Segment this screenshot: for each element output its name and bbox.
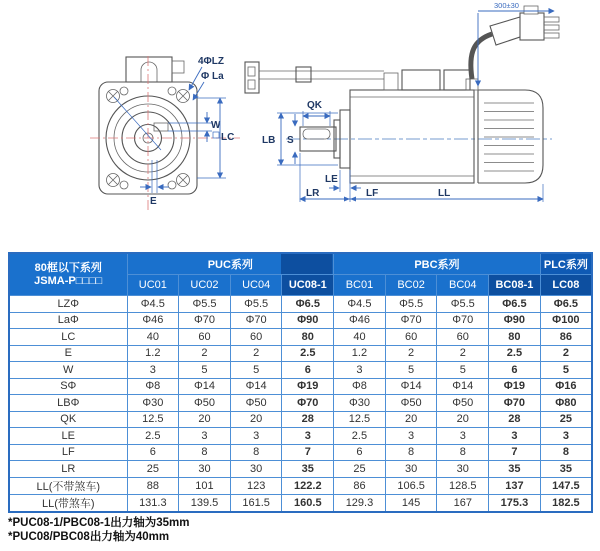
plug-pin: [544, 25, 559, 30]
row-label: W: [9, 362, 127, 379]
spec-cell: 137: [489, 477, 541, 494]
spec-cell: 20: [437, 411, 489, 428]
spec-cell: 1.2: [334, 345, 386, 362]
row-label: LZΦ: [9, 296, 127, 313]
table-row: [9, 461, 592, 478]
rear-cap: [478, 90, 543, 183]
spec-cell: 139.5: [179, 494, 231, 512]
front-view: [90, 56, 240, 212]
row-label: SΦ: [9, 378, 127, 395]
spec-cell: Φ4.5: [334, 296, 386, 313]
row-label: QK: [9, 411, 127, 428]
encoder-connector: [245, 62, 384, 93]
footnotes: [8, 516, 190, 544]
spec-cell: 3: [540, 428, 592, 445]
row-label: LF: [9, 444, 127, 461]
spec-cell: 160.5: [282, 494, 334, 512]
footnote-2: *PUC08/PBC08出力轴为40mm: [8, 531, 170, 543]
spec-cell: 7: [282, 444, 334, 461]
spec-cell: 1.2: [127, 345, 179, 362]
spec-cell: 3: [230, 428, 282, 445]
spec-cell: Φ90: [282, 312, 334, 329]
spec-cell: Φ5.5: [437, 296, 489, 313]
spec-cell: Φ4.5: [127, 296, 179, 313]
row-label: LE: [9, 428, 127, 445]
spec-cell: 7: [489, 444, 541, 461]
spec-cell: 80: [282, 329, 334, 346]
spec-cell: 25: [127, 461, 179, 478]
model-header: UC02: [179, 275, 231, 296]
spec-cell: 35: [282, 461, 334, 478]
dim-label-holes: 4ΦLZ: [198, 56, 224, 67]
side-view: [245, 1, 559, 202]
spec-cell: Φ14: [437, 378, 489, 395]
spec-cell: 88: [127, 477, 179, 494]
spec-cell: 8: [179, 444, 231, 461]
spec-cell: 40: [334, 329, 386, 346]
spec-cell: 161.5: [230, 494, 282, 512]
spec-cell: Φ50: [437, 395, 489, 412]
spec-cell: Φ6.5: [282, 296, 334, 313]
spec-cell: 60: [230, 329, 282, 346]
row-label: LC: [9, 329, 127, 346]
spec-cell: 35: [489, 461, 541, 478]
spec-cell: 6: [489, 362, 541, 379]
model-header: LC08: [540, 275, 592, 296]
spec-cell: 28: [489, 411, 541, 428]
spec-cell: 8: [540, 444, 592, 461]
spec-cell: 40: [127, 329, 179, 346]
model-header: BC08-1: [489, 275, 541, 296]
spec-cell: Φ90: [489, 312, 541, 329]
spec-cell: 2: [179, 345, 231, 362]
spec-cell: Φ30: [334, 395, 386, 412]
spec-cell: Φ19: [282, 378, 334, 395]
table-row: [9, 378, 592, 395]
spec-cell: 30: [179, 461, 231, 478]
spec-cell: 3: [282, 428, 334, 445]
table-row: [9, 494, 592, 512]
table-row: [9, 428, 592, 445]
table-row: [9, 312, 592, 329]
spec-table: [8, 252, 593, 513]
spec-cell: 60: [385, 329, 437, 346]
table-row: [9, 296, 592, 313]
power-plug: [471, 6, 559, 79]
spec-cell: 20: [385, 411, 437, 428]
spec-cell: Φ5.5: [179, 296, 231, 313]
spec-cell: 122.2: [282, 477, 334, 494]
spec-cell: Φ46: [127, 312, 179, 329]
spec-cell: 5: [437, 362, 489, 379]
table-corner-header: [9, 253, 127, 296]
spec-cell: Φ14: [230, 378, 282, 395]
row-label: LL(不带煞车): [9, 477, 127, 494]
spec-cell: 3: [334, 362, 386, 379]
spec-cell: 2: [230, 345, 282, 362]
spec-cell: 2: [437, 345, 489, 362]
spec-cell: 28: [282, 411, 334, 428]
table-corner-line2: JSMA-P□□□□: [34, 274, 103, 287]
spec-cell: Φ5.5: [385, 296, 437, 313]
series-header: PBC系列: [334, 253, 541, 275]
dim-label-lb: LB: [262, 135, 276, 146]
spec-cell: 8: [437, 444, 489, 461]
cable-gland: [466, 79, 478, 90]
spec-cell: 30: [385, 461, 437, 478]
row-label: E: [9, 345, 127, 362]
cooling-fins: [484, 103, 534, 171]
spec-cell: Φ70: [385, 312, 437, 329]
spec-cell: Φ19: [489, 378, 541, 395]
plug-pin: [544, 33, 559, 38]
model-header: BC02: [385, 275, 437, 296]
spec-cell: 6: [334, 444, 386, 461]
table-row: [9, 345, 592, 362]
spec-cell: 86: [540, 329, 592, 346]
row-label: LaΦ: [9, 312, 127, 329]
spec-cell: Φ70: [179, 312, 231, 329]
spec-cell: 30: [437, 461, 489, 478]
spec-cell: Φ100: [540, 312, 592, 329]
spec-cell: Φ50: [230, 395, 282, 412]
spec-cell: 2: [540, 345, 592, 362]
spec-cell: 20: [230, 411, 282, 428]
spec-cell: 2.5: [334, 428, 386, 445]
table-row: [9, 477, 592, 494]
terminal-box: [126, 57, 172, 82]
spec-cell: Φ8: [334, 378, 386, 395]
spec-cell: 86: [334, 477, 386, 494]
motor-body: [350, 70, 543, 183]
spec-cell: 175.3: [489, 494, 541, 512]
spec-cell: Φ70: [282, 395, 334, 412]
socket-small: [384, 73, 398, 90]
spec-cell: 8: [230, 444, 282, 461]
spec-cell: 35: [540, 461, 592, 478]
series-header: PUC系列: [127, 253, 334, 275]
spec-cell: Φ5.5: [230, 296, 282, 313]
spec-cell: 6: [282, 362, 334, 379]
spec-cell: Φ6.5: [540, 296, 592, 313]
spec-cell: 6: [127, 444, 179, 461]
model-header: UC04: [230, 275, 282, 296]
spec-cell: 3: [489, 428, 541, 445]
dim-label-e: E: [150, 196, 157, 207]
spec-cell: Φ6.5: [489, 296, 541, 313]
spec-cell: 3: [179, 428, 231, 445]
keyway: [303, 129, 330, 139]
model-header: BC01: [334, 275, 386, 296]
plug-pin: [544, 17, 559, 22]
dimension-drawing: [0, 0, 600, 246]
dim-label-le: LE: [325, 174, 338, 185]
spec-cell: 20: [179, 411, 231, 428]
spec-cell: Φ46: [334, 312, 386, 329]
dim-label-qk: QK: [307, 100, 322, 111]
dim-label-s: S: [287, 135, 294, 146]
spec-cell: 2: [385, 345, 437, 362]
dim-label-lr: LR: [306, 188, 320, 199]
spec-cell: 60: [437, 329, 489, 346]
row-label: LBΦ: [9, 395, 127, 412]
table-row: [9, 362, 592, 379]
spec-cell: 2.5: [282, 345, 334, 362]
spec-cell: 5: [385, 362, 437, 379]
spec-cell: Φ14: [179, 378, 231, 395]
spec-cell: 129.3: [334, 494, 386, 512]
spec-cell: Φ16: [540, 378, 592, 395]
footnote-1: *PUC08-1/PBC08-1出力轴为35mm: [8, 517, 190, 529]
spec-table-body: [9, 296, 592, 512]
spec-cell: 5: [540, 362, 592, 379]
spec-cell: 25: [334, 461, 386, 478]
table-row: [9, 395, 592, 412]
dim-label-la: Φ La: [201, 71, 224, 82]
row-label: LR: [9, 461, 127, 478]
model-header: UC01: [127, 275, 179, 296]
spec-cell: 167: [437, 494, 489, 512]
header-series-row: [9, 253, 592, 275]
spec-cell: 2.5: [489, 345, 541, 362]
spec-cell: 5: [230, 362, 282, 379]
spec-cell: 12.5: [127, 411, 179, 428]
spec-cell: Φ80: [540, 395, 592, 412]
spec-cell: Φ8: [127, 378, 179, 395]
dim-label-lf: LF: [366, 188, 379, 199]
spec-cell: 25: [540, 411, 592, 428]
spec-cell: 145: [385, 494, 437, 512]
tolerance-square-icon: [213, 132, 219, 138]
spec-cell: Φ70: [230, 312, 282, 329]
spec-cell: 182.5: [540, 494, 592, 512]
table-row: [9, 411, 592, 428]
dim-label-lc: LC: [221, 132, 235, 143]
spec-cell: 101: [179, 477, 231, 494]
spec-cell: 5: [179, 362, 231, 379]
spec-cell: Φ14: [385, 378, 437, 395]
spec-cell: Φ50: [385, 395, 437, 412]
table-row: [9, 444, 592, 461]
dim-label-ll: LL: [438, 188, 451, 199]
spec-cell: 106.5: [385, 477, 437, 494]
dim-label-cable-length: 300±30: [494, 1, 519, 10]
model-header: BC04: [437, 275, 489, 296]
spec-cell: 147.5: [540, 477, 592, 494]
spec-cell: 3: [385, 428, 437, 445]
model-header: UC08-1: [282, 275, 334, 296]
table-row: [9, 329, 592, 346]
table-corner-line1: 80框以下系列: [34, 261, 102, 274]
spec-cell: 131.3: [127, 494, 179, 512]
spec-cell: 12.5: [334, 411, 386, 428]
spec-cell: 3: [437, 428, 489, 445]
spec-cell: 80: [489, 329, 541, 346]
spec-table-head: [9, 253, 592, 296]
spec-cell: Φ50: [179, 395, 231, 412]
spec-cell: Φ70: [489, 395, 541, 412]
series-header: PLC系列: [540, 253, 592, 275]
spec-cell: 8: [385, 444, 437, 461]
spec-cell: 128.5: [437, 477, 489, 494]
spec-cell: 123: [230, 477, 282, 494]
spec-cell: 60: [179, 329, 231, 346]
spec-cell: 2.5: [127, 428, 179, 445]
spec-cell: Φ30: [127, 395, 179, 412]
row-label: LL(带煞车): [9, 494, 127, 512]
socket-encoder: [402, 70, 440, 90]
spec-cell: Φ70: [437, 312, 489, 329]
dim-label-w: W: [211, 120, 221, 131]
spec-cell: 30: [230, 461, 282, 478]
spec-cell: 3: [127, 362, 179, 379]
